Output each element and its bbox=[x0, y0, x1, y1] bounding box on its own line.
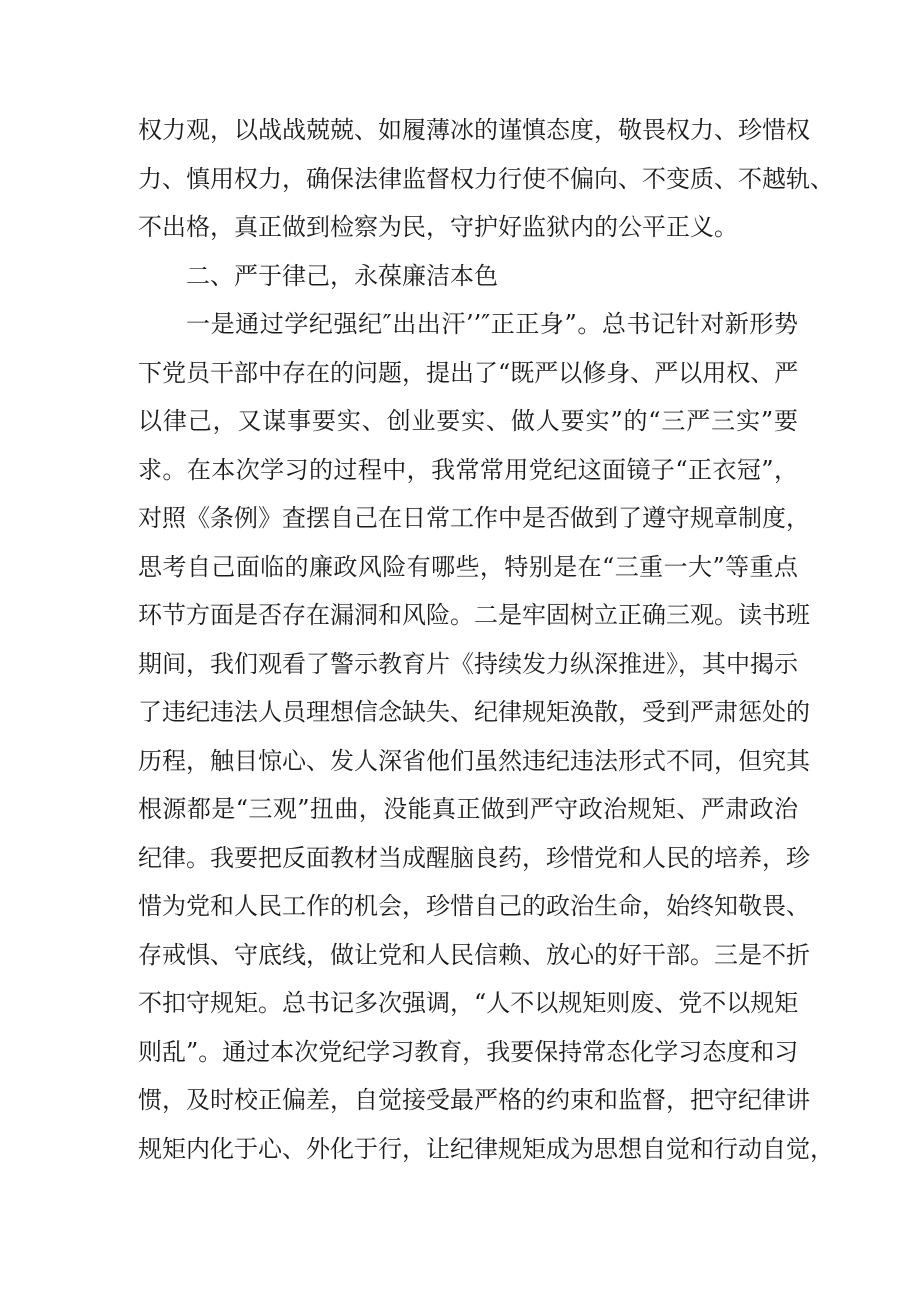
text-line: 期间，我们观看了警示教育片《持续发力纵深推进》，其中揭示 bbox=[138, 649, 798, 678]
text-line: 力、慎用权力，确保法律监督权力行使不偏向、不变质、不越轨、 bbox=[138, 164, 834, 193]
text-line: 则乱”。通过本次党纪学习教育，我要保持常态化学习态度和习 bbox=[138, 1037, 799, 1066]
text-line: 纪律。我要把反面教材当成醒脑良药，珍惜党和人民的培养，珍 bbox=[138, 843, 810, 872]
text-line: 思考自己面临的廉政风险有哪些，特别是在“三重一大”等重点 bbox=[138, 552, 798, 581]
document-body bbox=[138, 106, 834, 1173]
text-line: 了违纪违法人员理想信念缺失、纪律规矩涣散，受到严肃惩处的 bbox=[138, 698, 810, 726]
paragraph-first-line: 一是通过学纪强纪″出出汗’’″正正身”。总书记针对新形势 bbox=[186, 310, 798, 338]
text-line: 不扣守规矩。总书记多次强调，“人不以规矩则废、党不以规矩 bbox=[138, 989, 799, 1017]
text-line: 下党员干部中存在的问题，提出了“既严以修身、严以用权、严 bbox=[138, 358, 799, 387]
text-line: 以律己，又谋事要实、创业要实、做人要实”的“三严三实”要 bbox=[138, 407, 798, 435]
text-line: 惯，及时校正偏差，自觉接受最严格的约束和监督，把守纪律讲 bbox=[138, 1086, 810, 1114]
text-line: 规矩内化于心、外化于行，让纪律规矩成为思想自觉和行动自觉， bbox=[138, 1134, 834, 1163]
text-line: 对照《条例》査摆自己在日常工作中是否做到了遵守规章制度， bbox=[138, 504, 810, 532]
text-line: 不出格，真正做到检察为民，守护好监狱内的公平正义。 bbox=[138, 213, 738, 241]
text-line: 存戒惧、守底线，做让党和人民信赖、放心的好干部。三是不折 bbox=[138, 940, 810, 969]
text-line: 环节方面是否存在漏洞和风险。二是牢固树立正确三观。读书班 bbox=[138, 601, 810, 629]
section-heading: 二、严于律己，永葆廉洁本色 bbox=[186, 261, 498, 290]
text-line: 根源都是“三观”扭曲，没能真正做到严守政治规矩、严肃政治 bbox=[138, 795, 798, 823]
text-line: 求。在本次学习的过程中，我常常用党纪这面镜子“正衣冠”， bbox=[138, 455, 798, 484]
text-line: 权力观，以战战兢兢、如履薄冰的谨慎态度，敬畏权力、珍惜权 bbox=[138, 116, 810, 144]
text-line: 惜为党和人民工作的机会，珍惜自己的政治生命，始终知敬畏、 bbox=[138, 892, 810, 920]
text-line: 历程，触目惊心、发人深省他们虽然违纪违法形式不同，但究其 bbox=[138, 746, 810, 775]
